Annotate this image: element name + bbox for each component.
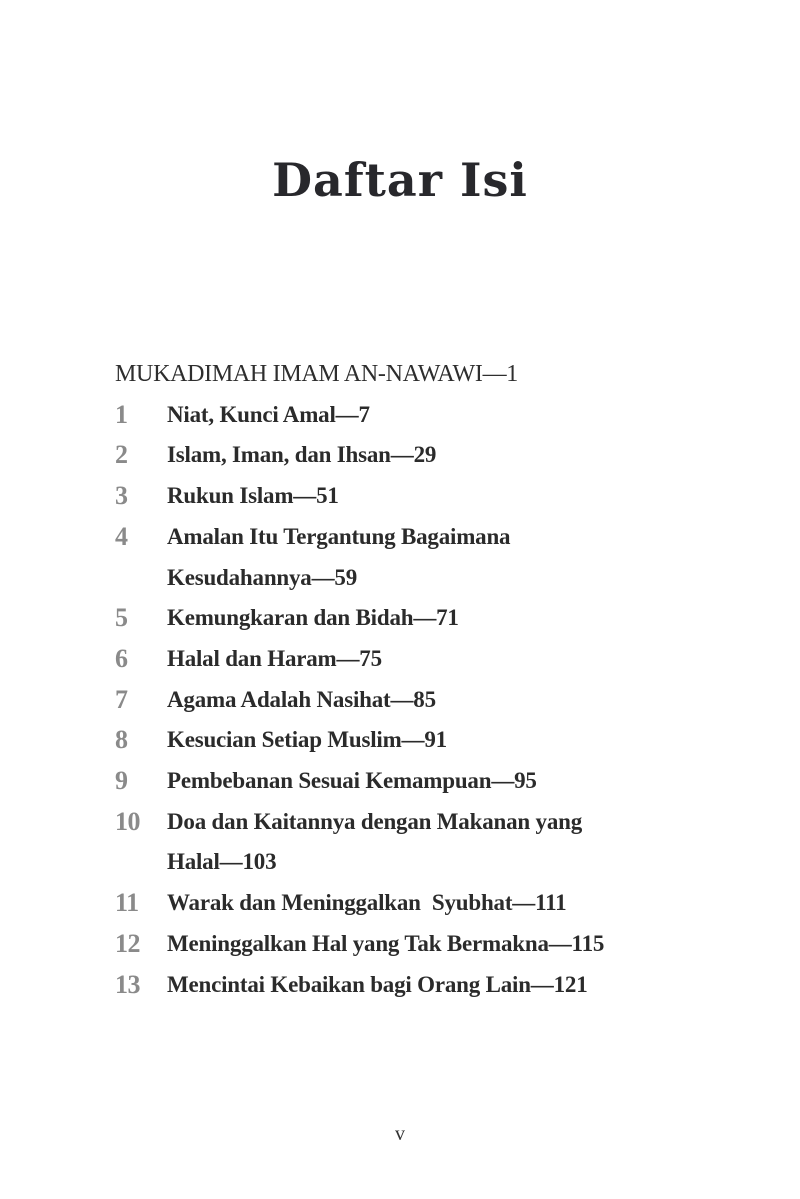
toc-entry-row xyxy=(115,476,635,517)
chapter-title xyxy=(167,924,604,965)
chapter-title xyxy=(167,476,339,517)
toc-entry-row xyxy=(115,598,635,639)
chapter-number: 11 xyxy=(115,888,139,918)
toc-entry-row xyxy=(115,639,635,680)
chapter-title xyxy=(167,965,588,1006)
chapter-title xyxy=(167,639,382,680)
toc-entry-row xyxy=(115,883,635,924)
chapter-number: 6 xyxy=(115,643,128,673)
chapter-number: 4 xyxy=(115,521,128,551)
toc-entry-row xyxy=(115,761,635,802)
chapter-number: 7 xyxy=(115,684,128,714)
toc-entry-row xyxy=(115,435,635,476)
chapter-title xyxy=(167,720,447,761)
chapter-title xyxy=(167,598,459,639)
chapter-title xyxy=(115,354,518,395)
toc-entry-row xyxy=(115,680,635,721)
toc-entry-row xyxy=(115,802,635,883)
chapter-title-line: Halal dan Haram—75 xyxy=(167,645,382,671)
chapter-title xyxy=(167,435,436,476)
toc-entry-row xyxy=(115,517,635,598)
chapter-title-line: Kemungkaran dan Bidah—71 xyxy=(167,605,459,631)
chapter-title-line: Kesudahannya—59 xyxy=(167,564,358,590)
chapter-number: 12 xyxy=(115,928,140,958)
chapter-title-line: Meninggalkan Hal yang Tak Bermakna—115 xyxy=(167,930,605,956)
chapter-number: 10 xyxy=(115,806,140,836)
chapter-number: 8 xyxy=(115,725,128,755)
chapter-number: 1 xyxy=(115,399,128,429)
chapter-number: 5 xyxy=(115,603,128,633)
toc-intro-row xyxy=(115,354,635,395)
chapter-title-line: Amalan Itu Tergantung Bagaimana xyxy=(167,523,511,549)
chapter-title-line: Kesucian Setiap Muslim—91 xyxy=(167,727,447,753)
toc-entry-row xyxy=(115,720,635,761)
chapter-title xyxy=(167,802,582,883)
chapter-title-line: Halal—103 xyxy=(167,849,277,875)
chapter-title xyxy=(167,395,370,436)
toc-entry-row xyxy=(115,965,635,1006)
chapter-title-line: Warak dan Meninggalkan Syubhat—111 xyxy=(167,890,567,916)
chapter-number: 13 xyxy=(115,969,140,999)
chapter-title-line: MUKADIMAH IMAM AN-NAWAWI—1 xyxy=(115,361,518,387)
chapter-title-line: Niat, Kunci Amal—7 xyxy=(167,401,370,427)
chapter-number: 2 xyxy=(115,440,128,470)
toc-entry-row xyxy=(115,924,635,965)
page-number-footer: v xyxy=(395,1123,405,1145)
chapter-title xyxy=(167,883,566,924)
chapter-number: 9 xyxy=(115,766,128,796)
chapter-title-line: Islam, Iman, dan Ihsan—29 xyxy=(167,442,437,468)
toc-list xyxy=(115,354,635,1005)
page-title: Daftar Isi xyxy=(272,152,528,207)
chapter-title xyxy=(167,517,510,598)
chapter-number: 3 xyxy=(115,481,128,511)
chapter-title-line: Doa dan Kaitannya dengan Makanan yang xyxy=(167,808,583,834)
chapter-title-line: Pembebanan Sesuai Kemampuan—95 xyxy=(167,768,537,794)
chapter-title-line: Mencintai Kebaikan bagi Orang Lain—121 xyxy=(167,971,588,997)
toc-entry-row xyxy=(115,395,635,436)
chapter-title-line: Agama Adalah Nasihat—85 xyxy=(167,686,436,712)
chapter-title-line: Rukun Islam—51 xyxy=(167,483,339,509)
chapter-title xyxy=(167,761,537,802)
chapter-title xyxy=(167,680,436,721)
